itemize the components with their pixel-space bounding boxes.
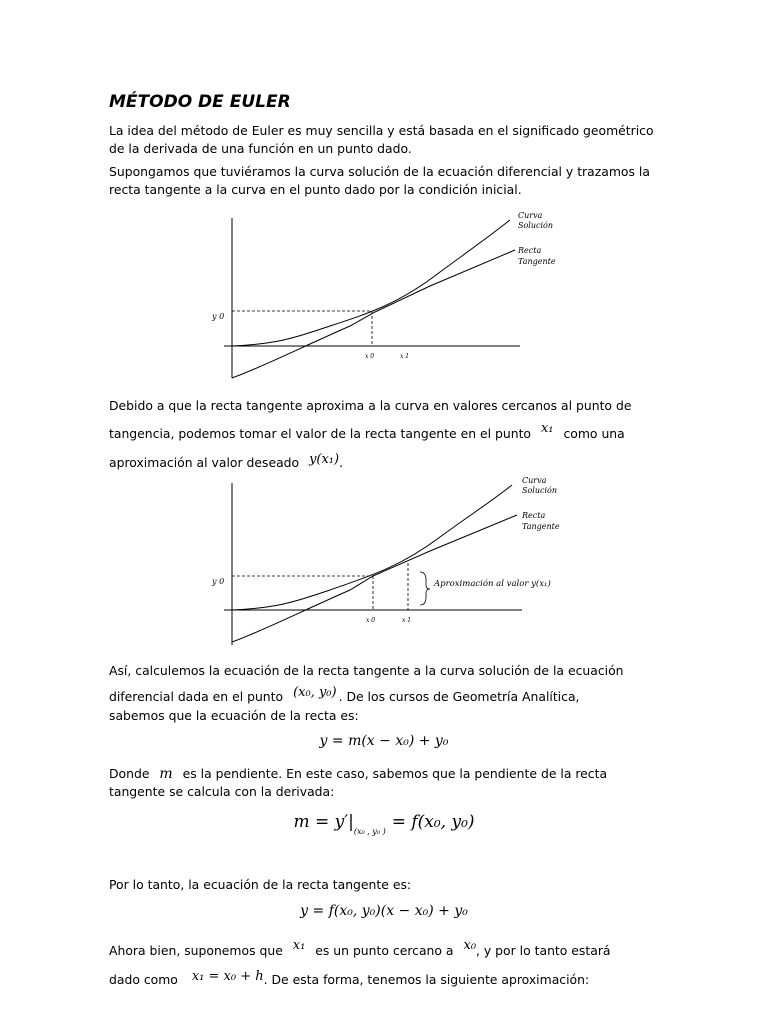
tangent-label-1: Recta	[518, 246, 542, 255]
equation-line: y = m(x − x₀) + y₀	[319, 733, 449, 749]
p3-line1: Debido a que la recta tangente aproxima a la curva en valores cercanos al punto de	[109, 398, 632, 413]
tangent-label-1: Recta	[522, 511, 546, 520]
p4-line2b: . De los cursos de Geometría Analítica,	[338, 689, 580, 704]
page-title: MÉTODO DE EULER	[109, 92, 291, 112]
approximation-label: Aproximación al valor y(x₁)	[434, 579, 551, 589]
slope-subscript: (x₀ , y₀ )	[353, 827, 386, 836]
p7-line1c: , y por lo tanto estará	[476, 943, 611, 958]
p5-line1a: Donde	[109, 766, 150, 781]
tangent-label-2: Tangente	[522, 522, 560, 531]
equation-tangent: y = f(x₀, y₀)(x − x₀) + y₀	[300, 903, 468, 919]
x0-label: x 0	[365, 353, 375, 360]
equation-slope	[0, 812, 768, 836]
paragraph-therefore: Por lo tanto, la ecuación de la recta tangente es:	[109, 877, 412, 892]
evaluation-bar: |	[348, 812, 354, 832]
figure-euler-tangent	[200, 208, 560, 383]
paragraph-suppose: Supongamos que tuviéramos la curva solución de la ecuación diferencial y trazamos la recta tangente a la curva en el punto dado por la condición inicial.	[109, 164, 650, 197]
solution-curve	[232, 220, 510, 346]
curve-label-2: Solución	[522, 486, 558, 495]
x1-label: x 1	[400, 353, 410, 360]
p7-line1b: es un punto cercano a	[315, 943, 454, 958]
p4-line2a: diferencial dada en el punto	[109, 689, 284, 704]
x0-label: x 0	[366, 617, 376, 624]
tangent-label-2: Tangente	[518, 257, 556, 266]
p3-line2a: tangencia, podemos tomar el valor de la recta tangente en el punto	[109, 426, 532, 441]
x1-label: x 1	[402, 617, 412, 624]
step-equation: x₁ = x₀ + h	[191, 969, 264, 984]
paragraph-intro: La idea del método de Euler es muy sencilla y está basada en el significado geométrico de la derivada de una función en un punto dado.	[109, 123, 654, 156]
y0-label: y 0	[212, 577, 225, 586]
y-x1-symbol: y(x₁)	[309, 452, 340, 467]
x1-symbol: x₁	[540, 421, 554, 436]
y0-label: y 0	[212, 312, 225, 321]
paragraph-tangent-equation	[109, 658, 659, 711]
p5-line1b: es la pendiente. En este caso, sabemos que la pendiente de la recta	[182, 766, 608, 781]
x1-symbol: x₁	[292, 938, 306, 953]
paragraph-step	[109, 937, 659, 995]
p7-line2a: dado como	[109, 972, 178, 987]
m-symbol: m	[159, 766, 173, 782]
paragraph-approximation	[109, 392, 659, 478]
p3-line2b: como una	[563, 426, 625, 441]
p3-line3a: aproximación al valor deseado	[109, 455, 300, 470]
x0-symbol: x₀	[463, 938, 477, 953]
curve-label-2: Solución	[518, 221, 554, 230]
approximation-brace	[420, 572, 430, 605]
p5-line2: tangente se calcula con la derivada:	[109, 784, 335, 799]
slope-rhs: = f(x₀, y₀)	[391, 812, 475, 832]
figure-euler-approximation	[200, 475, 570, 650]
slope-lhs: m = y′	[293, 812, 349, 832]
curve-label-1: Curva	[522, 476, 547, 485]
curve-label-1: Curva	[518, 211, 543, 220]
p7-line2b: . De esta forma, tenemos la siguiente aproximación:	[263, 972, 590, 987]
point-symbol: (x₀, y₀)	[293, 685, 337, 700]
paragraph-slope	[109, 765, 659, 801]
p3-line3b: .	[339, 455, 344, 470]
paragraph-line-equation-intro: sabemos que la ecuación de la recta es:	[109, 708, 359, 723]
solution-curve	[232, 485, 512, 610]
p7-line1a: Ahora bien, suponemos que	[109, 943, 283, 958]
p4-line1: Así, calculemos la ecuación de la recta tangente a la curva solución de la ecuación	[109, 663, 624, 678]
